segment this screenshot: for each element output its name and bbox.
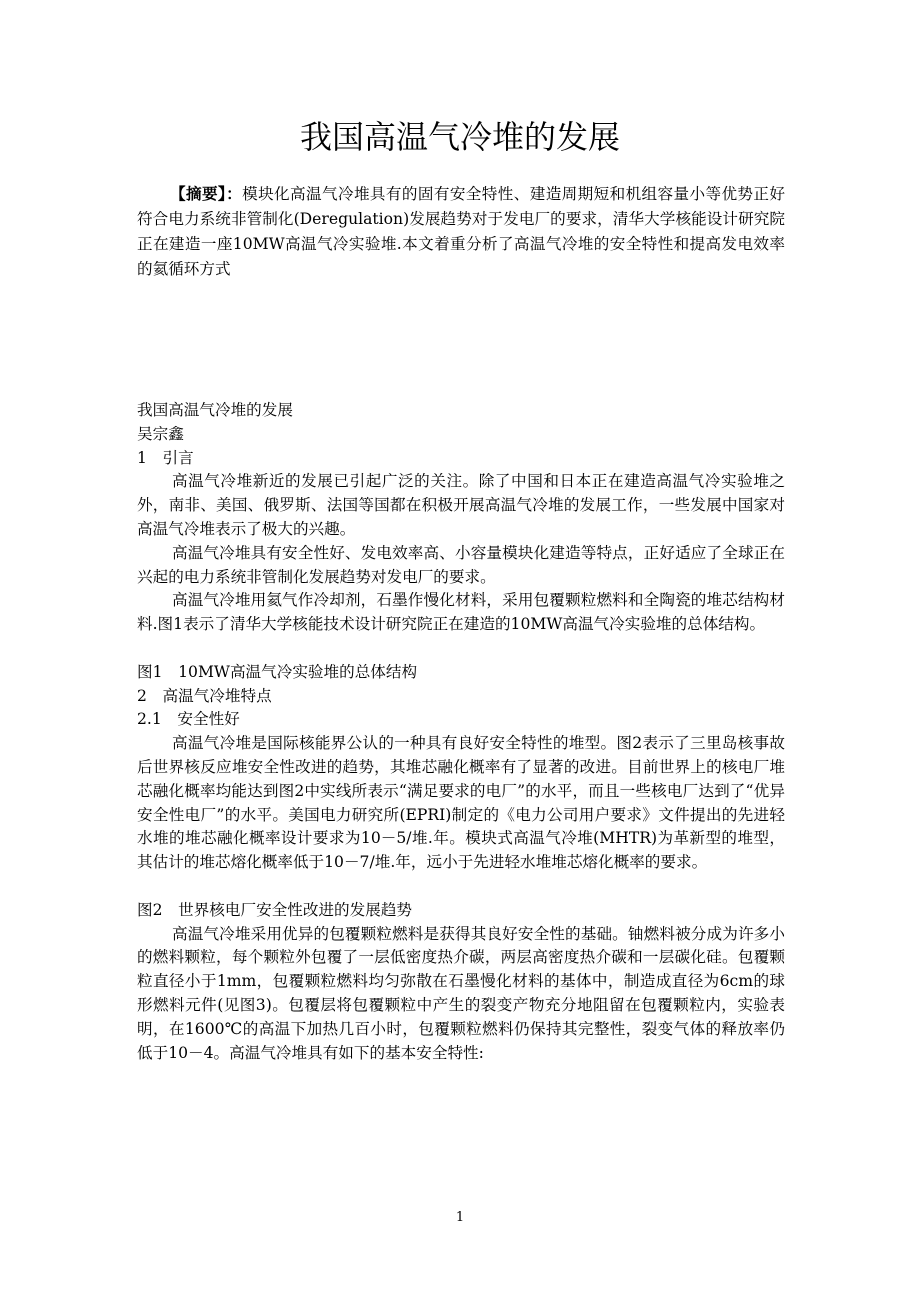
paragraph-intro-2: 高温气冷堆具有安全性好、发电效率高、小容量模块化建造等特点，正好适应了全球正在兴起的电力系统非管制化发展趋势对发电厂的要求。: [137, 543, 785, 586]
blank-line: [137, 637, 785, 661]
page-number: 1: [455, 1210, 465, 1225]
abstract-text: 模块化高温气冷堆具有的固有安全特性、建造周期短和机组容量小等优势正好符合电力系统非管制化(Deregulation)发展趋势对于发电厂的要求，清华大学核能设计研究院正在建造一座10MW高温气冷实验堆.本文着重分析了高温气冷堆的安全特性和提高发电效率的氦循环方式: [137, 185, 785, 278]
section-heading-features: 2 高温气冷堆特点: [137, 686, 272, 705]
subsection-heading-safety: 2.1 安全性好: [137, 710, 240, 729]
abstract: [137, 181, 785, 282]
figure-2-caption: 图2 世界核电厂安全性改进的发展趋势: [137, 900, 413, 919]
article-body: [137, 399, 785, 1065]
document-title: 我国高温气冷堆的发展: [299, 118, 620, 156]
abstract-label: 【摘要】：: [170, 184, 243, 203]
paragraph-safety-2: 高温气冷堆采用优异的包覆颗粒燃料是获得其良好安全性的基础。铀燃料被分成为许多小的燃料颗粒，每个颗粒外包覆了一层低密度热介碳，两层高密度热介碳和一层碳化硅。包覆颗粒直径小于1mm，包覆颗粒燃料均匀弥散在石墨慢化材料的基体中，制造成直径为6cm的球形燃料元件(见图3)。包覆层将包覆颗粒中产生的裂变产物充分地阻留在包覆颗粒内，实验表明，在1600℃的高温下加热几百小时，包覆颗粒燃料仍保持其完整性，裂变气体的释放率仍低于10－4。高温气冷堆具有如下的基本安全特性:: [137, 924, 785, 1062]
blank-line: [137, 875, 785, 899]
body-title: 我国高温气冷堆的发展: [137, 401, 293, 419]
figure-1-caption: 图1 10MW高温气冷实验堆的总体结构: [137, 662, 418, 681]
paragraph-intro-3: 高温气冷堆用氦气作冷却剂，石墨作慢化材料，采用包覆颗粒燃料和全陶瓷的堆芯结构材料.图1表示了清华大学核能技术设计研究院正在建造的10MW高温气冷实验堆的总体结构。: [137, 591, 785, 634]
paragraph-safety-1: 高温气冷堆是国际核能界公认的一种具有良好安全特性的堆型。图2表示了三里岛核事故后世界核反应堆安全性改进的趋势，其堆芯融化概率有了显著的改进。目前世界上的核电厂堆芯融化概率均能达到图2中实线所表示“满足要求的电厂”的水平，而且一些核电厂达到了“优异安全性电厂”的水平。美国电力研究所(EPRI)制定的《电力公司用户要求》文件提出的先进轻水堆的堆芯融化概率设计要求为10－5/堆.年。模块式高温气冷堆(MHTR)为革新型的堆型，其估计的堆芯熔化概率低于10－7/堆.年，远小于先进轻水堆堆芯熔化概率的要求。: [137, 734, 785, 872]
author: 吴宗鑫: [137, 424, 184, 443]
section-heading-intro: 1 引言: [137, 448, 194, 467]
paragraph-intro-1: 高温气冷堆新近的发展已引起广泛的关注。除了中国和日本正在建造高温气冷实验堆之外，南非、美国、俄罗斯、法国等国都在积极开展高温气冷堆的发展工作，一些发展中国家对高温气冷堆表示了极大的兴趣。: [137, 472, 785, 538]
